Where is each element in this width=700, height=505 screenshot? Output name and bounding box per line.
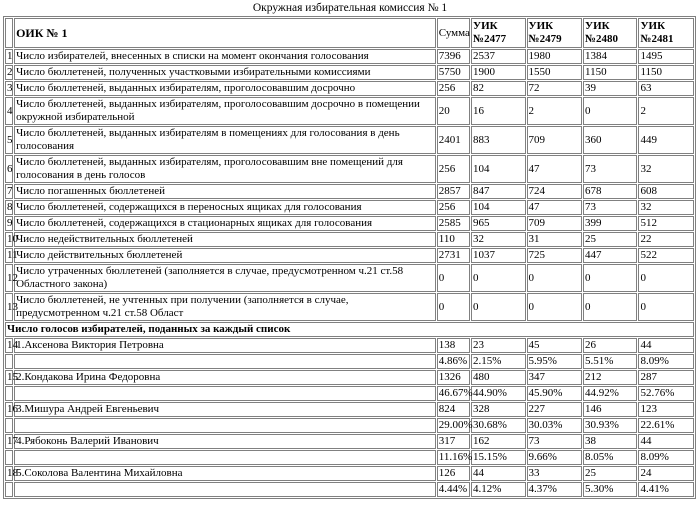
sum-value: 256	[437, 155, 470, 183]
uik-value: 449	[638, 126, 694, 154]
table-row	[5, 248, 694, 263]
uik-value: 0	[583, 97, 637, 125]
uik-value: 847	[471, 184, 525, 199]
vote-percent: 45.90%	[527, 386, 582, 401]
vote-count: 38	[583, 434, 637, 449]
row-number: 10	[7, 233, 18, 245]
section-header	[5, 322, 694, 337]
uik-value: 73	[583, 200, 637, 215]
sum-value: 0	[437, 293, 470, 321]
vote-count: 24	[638, 466, 694, 481]
row-label: Число бюллетеней, полученных участковыми избирательными комиссиями	[14, 65, 436, 80]
uik-value: 1980	[527, 49, 582, 64]
candidate-name: 2.Кондакова Ирина Федоровна	[14, 370, 436, 385]
sum-value: 2585	[437, 216, 470, 231]
uik-value: 0	[527, 264, 582, 292]
vote-count: 126	[437, 466, 470, 481]
uik-value: 0	[638, 293, 694, 321]
row-number: 18	[7, 467, 18, 479]
uik-value: 0	[527, 293, 582, 321]
vote-count: 162	[471, 434, 525, 449]
row-number: 1	[7, 50, 13, 62]
sum-value: 2857	[437, 184, 470, 199]
uik-value: 512	[638, 216, 694, 231]
uik-value: 1150	[583, 65, 637, 80]
candidate-row	[5, 370, 694, 385]
vote-percent: 5.51%	[583, 354, 637, 369]
uik-value: 104	[471, 200, 525, 215]
vote-percent: 8.09%	[638, 450, 694, 465]
vote-count: 44	[638, 338, 694, 353]
row-number: 2	[7, 66, 13, 78]
row-number: 12	[5, 264, 13, 292]
row-label: Число бюллетеней, выданных избирателям в помещениях для голосования в день голосования	[14, 126, 436, 154]
vote-percent: 52.76%	[638, 386, 694, 401]
header-label: ОИК № 1	[14, 18, 436, 48]
table-row	[5, 184, 694, 199]
candidate-percent-row	[5, 354, 694, 369]
vote-count: 44	[471, 466, 525, 481]
uik-value: 1037	[471, 248, 525, 263]
table-row	[5, 126, 694, 154]
uik-value: 1550	[527, 65, 582, 80]
uik-value: 32	[471, 232, 525, 247]
vote-percent: 44.90%	[471, 386, 525, 401]
vote-count: 45	[527, 338, 582, 353]
table-header	[5, 18, 694, 48]
uik-value: 31	[527, 232, 582, 247]
sum-value: 5750	[437, 65, 470, 80]
table-row	[5, 200, 694, 215]
section-title: Число голосов избирателей, поданных за каждый список	[5, 322, 694, 337]
uik-value: 725	[527, 248, 582, 263]
candidate-percent-row	[5, 418, 694, 433]
uik-value: 47	[527, 155, 582, 183]
uik-value: 1900	[471, 65, 525, 80]
vote-percent: 29.00%	[438, 419, 473, 431]
uik-value: 25	[583, 232, 637, 247]
vote-count: 44	[638, 434, 694, 449]
uik-value: 39	[583, 81, 637, 96]
empty-cell	[5, 450, 13, 465]
empty-cell	[5, 482, 13, 497]
uik-value: 1384	[583, 49, 637, 64]
vote-count: 212	[583, 370, 637, 385]
vote-percent: 44.92%	[583, 386, 637, 401]
vote-count: 26	[583, 338, 637, 353]
vote-count: 23	[471, 338, 525, 353]
row-label: Число избирателей, внесенных в списки на момент окончания голосования	[14, 49, 436, 64]
vote-percent: 4.86%	[437, 354, 470, 369]
row-label: Число бюллетеней, не учтенных при получении (заполняется в случае, предусмотренном ч.21 ст.58 Област	[14, 293, 436, 321]
uik-value: 32	[638, 200, 694, 215]
row-number: 3	[7, 82, 13, 94]
uik-value: 32	[638, 155, 694, 183]
uik-value: 82	[471, 81, 525, 96]
empty-cell	[5, 354, 13, 369]
row-number: 17	[7, 435, 18, 447]
row-label: Число действительных бюллетеней	[14, 248, 436, 263]
table-row	[5, 293, 694, 321]
empty-cell	[14, 418, 436, 433]
vote-percent: 30.68%	[471, 418, 525, 433]
vote-percent: 8.05%	[583, 450, 637, 465]
candidate-row	[5, 434, 694, 449]
uik-value: 2	[527, 97, 582, 125]
uik-value: 965	[471, 216, 525, 231]
vote-count: 287	[638, 370, 694, 385]
uik-value: 447	[583, 248, 637, 263]
uik-value: 47	[527, 200, 582, 215]
vote-percent: 8.09%	[638, 354, 694, 369]
vote-percent: 9.66%	[527, 450, 582, 465]
vote-count: 227	[527, 402, 582, 417]
row-label: Число недействительных бюллетеней	[14, 232, 436, 247]
row-number: 4	[5, 97, 13, 125]
vote-percent: 15.15%	[471, 450, 525, 465]
uik-value: 22	[638, 232, 694, 247]
uik-value: 73	[583, 155, 637, 183]
table-row	[5, 264, 694, 292]
candidate-row	[5, 466, 694, 481]
uik-value: 709	[527, 216, 582, 231]
row-label: Число бюллетеней, содержащихся в переносных ящиках для голосования	[14, 200, 436, 215]
row-number: 6	[5, 155, 13, 183]
row-number: 5	[5, 126, 13, 154]
row-number: 16	[7, 403, 18, 415]
sum-value: 7396	[437, 49, 470, 64]
empty-cell	[14, 354, 436, 369]
vote-percent: 2.15%	[471, 354, 525, 369]
uik-value: 522	[638, 248, 694, 263]
sum-value: 20	[437, 97, 470, 125]
vote-count: 138	[437, 338, 470, 353]
candidate-name: 3.Мишура Андрей Евгеньевич	[14, 402, 436, 417]
table-row	[5, 232, 694, 247]
uik-value: 883	[471, 126, 525, 154]
candidate-row	[5, 338, 694, 353]
empty-cell	[5, 418, 13, 433]
vote-count: 146	[583, 402, 637, 417]
candidate-percent-row	[5, 482, 694, 497]
vote-percent: 4.12%	[471, 482, 525, 497]
vote-percent: 4.37%	[527, 482, 582, 497]
uik-value: 0	[638, 264, 694, 292]
uik-value: 63	[638, 81, 694, 96]
sum-value: 2731	[437, 248, 470, 263]
row-number: 8	[7, 201, 13, 213]
uik-value: 360	[583, 126, 637, 154]
row-number: 14	[7, 339, 18, 351]
vote-percent: 5.95%	[527, 354, 582, 369]
uik-value: 678	[583, 184, 637, 199]
row-number: 9	[7, 217, 13, 229]
results-table	[3, 16, 696, 499]
vote-count: 328	[471, 402, 525, 417]
sum-value: 0	[437, 264, 470, 292]
table-row	[5, 97, 694, 125]
row-label: Число погашенных бюллетеней	[14, 184, 436, 199]
vote-percent: 30.03%	[527, 418, 582, 433]
vote-count: 73	[527, 434, 582, 449]
row-number: 13	[5, 293, 13, 321]
sum-value: 2401	[437, 126, 470, 154]
vote-count: 25	[583, 466, 637, 481]
row-label: Число бюллетеней, содержащихся в стационарных ящиках для голосования	[14, 216, 436, 231]
uik-value: 1495	[638, 49, 694, 64]
uik-value: 0	[471, 293, 525, 321]
vote-count: 824	[437, 402, 470, 417]
sum-value: 110	[437, 232, 470, 247]
row-number: 15	[7, 371, 18, 383]
uik-value: 0	[471, 264, 525, 292]
uik-value: 0	[583, 293, 637, 321]
uik-value: 2	[638, 97, 694, 125]
vote-percent: 11.16%	[438, 451, 473, 463]
header-uik: УИК №2480	[583, 18, 637, 48]
uik-value: 16	[471, 97, 525, 125]
row-label: Число бюллетеней, выданных избирателям, проголосовавшим вне помещений для голосования в день голосов	[14, 155, 436, 183]
page-title: Окружная избирательная комиссия № 1	[252, 2, 448, 14]
uik-value: 104	[471, 155, 525, 183]
header-uik: УИК №2479	[527, 18, 582, 48]
uik-value: 399	[583, 216, 637, 231]
row-number: 7	[7, 185, 13, 197]
candidate-name: 1.Аксенова Виктория Петровна	[14, 338, 436, 353]
vote-percent: 4.44%	[437, 482, 470, 497]
uik-value: 608	[638, 184, 694, 199]
table-row	[5, 65, 694, 80]
uik-value: 2537	[471, 49, 525, 64]
table-row	[5, 81, 694, 96]
vote-percent: 5.30%	[583, 482, 637, 497]
row-label: Число утраченных бюллетеней (заполняется в случае, предусмотренном ч.21 ст.58 Областного закона)	[14, 264, 436, 292]
empty-cell	[14, 450, 436, 465]
uik-value: 0	[583, 264, 637, 292]
vote-percent: 22.61%	[638, 418, 694, 433]
uik-value: 72	[527, 81, 582, 96]
row-number: 11	[7, 249, 18, 261]
candidate-percent-row	[5, 386, 694, 401]
candidate-row	[5, 402, 694, 417]
sum-value: 256	[437, 200, 470, 215]
sum-value: 256	[437, 81, 470, 96]
uik-value: 1150	[638, 65, 694, 80]
vote-percent: 4.41%	[638, 482, 694, 497]
candidate-name: 4.Рябоконь Валерий Иванович	[14, 434, 436, 449]
row-label: Число бюллетеней, выданных избирателям, проголосовавшим досрочно	[14, 81, 436, 96]
candidate-name: 5.Соколова Валентина Михайловна	[14, 466, 436, 481]
empty-cell	[5, 386, 13, 401]
header-uik: УИК №2477	[471, 18, 525, 48]
empty-cell	[14, 386, 436, 401]
vote-count: 123	[638, 402, 694, 417]
vote-count: 317	[437, 434, 470, 449]
empty-cell	[14, 482, 436, 497]
vote-count: 480	[471, 370, 525, 385]
row-label: Число бюллетеней, выданных избирателям, проголосовавшим досрочно в помещении окружной избирательной	[14, 97, 436, 125]
header-sum: Сумма	[437, 18, 470, 48]
vote-percent: 30.93%	[583, 418, 637, 433]
vote-count: 33	[527, 466, 582, 481]
uik-value: 724	[527, 184, 582, 199]
uik-value: 709	[527, 126, 582, 154]
vote-count: 1326	[437, 370, 470, 385]
vote-count: 347	[527, 370, 582, 385]
table-row	[5, 155, 694, 183]
header-num	[5, 18, 13, 48]
candidate-percent-row	[5, 450, 694, 465]
table-row	[5, 49, 694, 64]
table-row	[5, 216, 694, 231]
vote-percent: 46.67%	[438, 387, 473, 399]
header-uik: УИК №2481	[638, 18, 694, 48]
